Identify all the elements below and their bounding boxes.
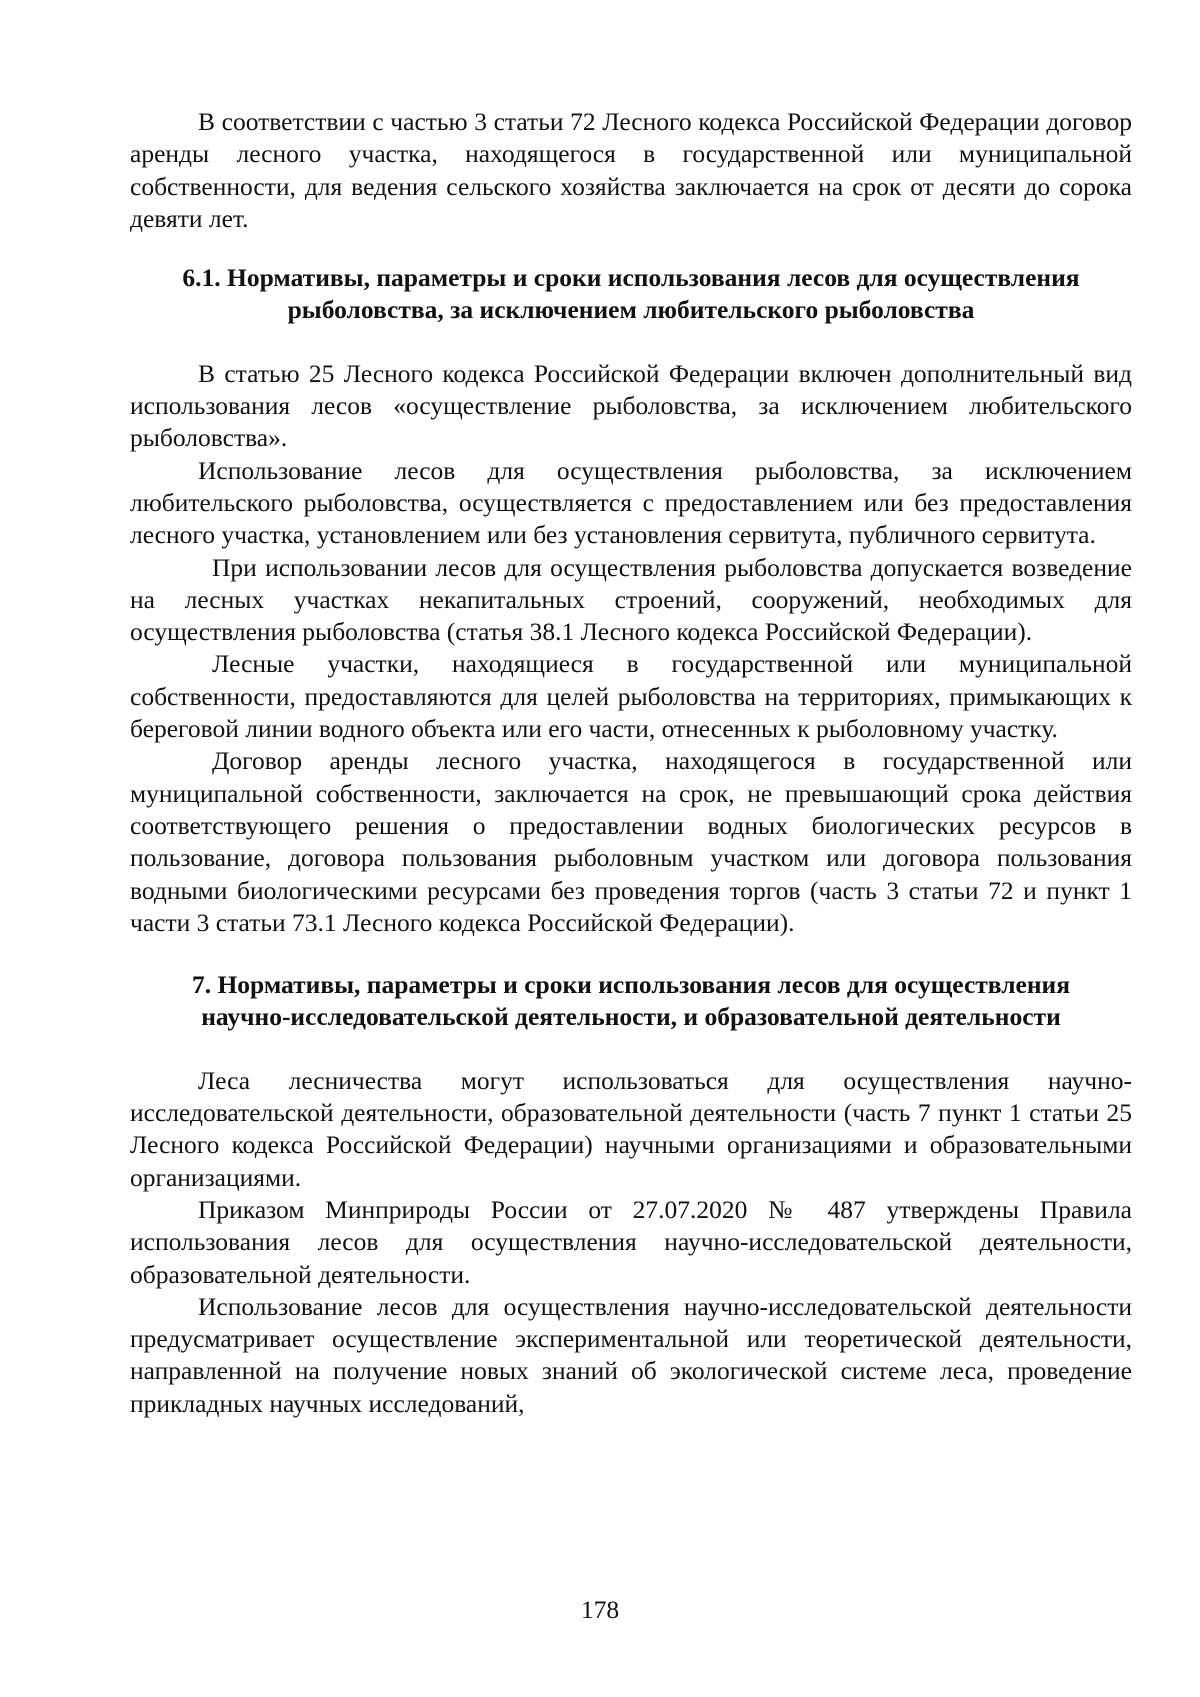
section-6-1-heading-line-1: 6.1. Нормативы, параметры и сроки использования лесов для осуществления: [182, 263, 1080, 293]
intro-paragraph: В соответствии с частью 3 статьи 72 Лесного кодекса Российской Федерации договор аренды лесного участка, находящегося в государственной или муниципальной собственности, для ведения сельского хозяйства заключается на срок от десяти до сорока девяти лет.: [130, 107, 1132, 233]
section-7-heading-line-2: научно-исследовательской деятельности, и образовательной деятельности: [201, 1002, 1061, 1032]
section-6-1-paragraph-5: Договор аренды лесного участка, находящегося в государственной или муниципальной собственности, заключается на срок, не превышающий срока действия соответствующего решения о предоставлении водных биологических ресурсов в пользование, договора пользования рыболовным участком или договора пользования водными биологическими ресурсами без проведения торгов (часть 3 статьи 72 и пункт 1 части 3 статьи 73.1 Лесного кодекса Российской Федерации).: [130, 746, 1132, 937]
section-6-1-heading: [130, 262, 1132, 327]
section-7-heading-line-1: 7. Нормативы, параметры и сроки использования лесов для осуществления: [191, 970, 1071, 1000]
section-7-paragraph-2: Приказом Минприроды России от 27.07.2020 № 487 утверждены Правила использования лесов для осуществления научно-исследовательской деятельности, образовательной деятельности.: [130, 1194, 1132, 1289]
section-6-1-paragraph-1: В статью 25 Лесного кодекса Российской Федерации включен дополнительный вид использования лесов «осуществление рыболовства, за исключением любительского рыболовства».: [130, 358, 1132, 453]
section-7-paragraph-1: Леса лесничества могут использоваться для осуществления научно-исследовательской деятельности, образовательной деятельности (часть 7 пункт 1 статьи 25 Лесного кодекса Российской Федерации) научными организациями и образовательными организациями.: [130, 1065, 1132, 1192]
section-7-paragraph-3: Использование лесов для осуществления научно-исследовательской деятельности предусматривает осуществление экспериментальной или теоретической деятельности, направленной на получение новых знаний об экологической системе леса, проведение прикладных научных исследований,: [130, 1291, 1132, 1418]
section-6-1-heading-line-2: рыболовства, за исключением любительского рыболовства: [287, 295, 975, 325]
section-7-heading: [130, 969, 1132, 1034]
page-number: 178: [580, 1595, 620, 1624]
section-6-1-paragraph-2: Использование лесов для осуществления рыболовства, за исключением любительского рыболовства, осуществляется с предоставлением или без предоставления лесного участка, установлением или без установления сервитута, публичного сервитута.: [130, 455, 1132, 550]
document-page: [130, 106, 1132, 1420]
section-6-1-paragraph-4: Лесные участки, находящиеся в государственной или муниципальной собственности, предоставляются для целей рыболовства на территориях, примыкающих к береговой линии водного объекта или его части, отнесенных к рыболовному участку.: [130, 649, 1132, 744]
section-6-1-paragraph-3: При использовании лесов для осуществления рыболовства допускается возведение на лесных участках некапитальных строений, сооружений, необходимых для осуществления рыболовства (статья 38.1 Лесного кодекса Российской Федерации).: [130, 552, 1132, 647]
